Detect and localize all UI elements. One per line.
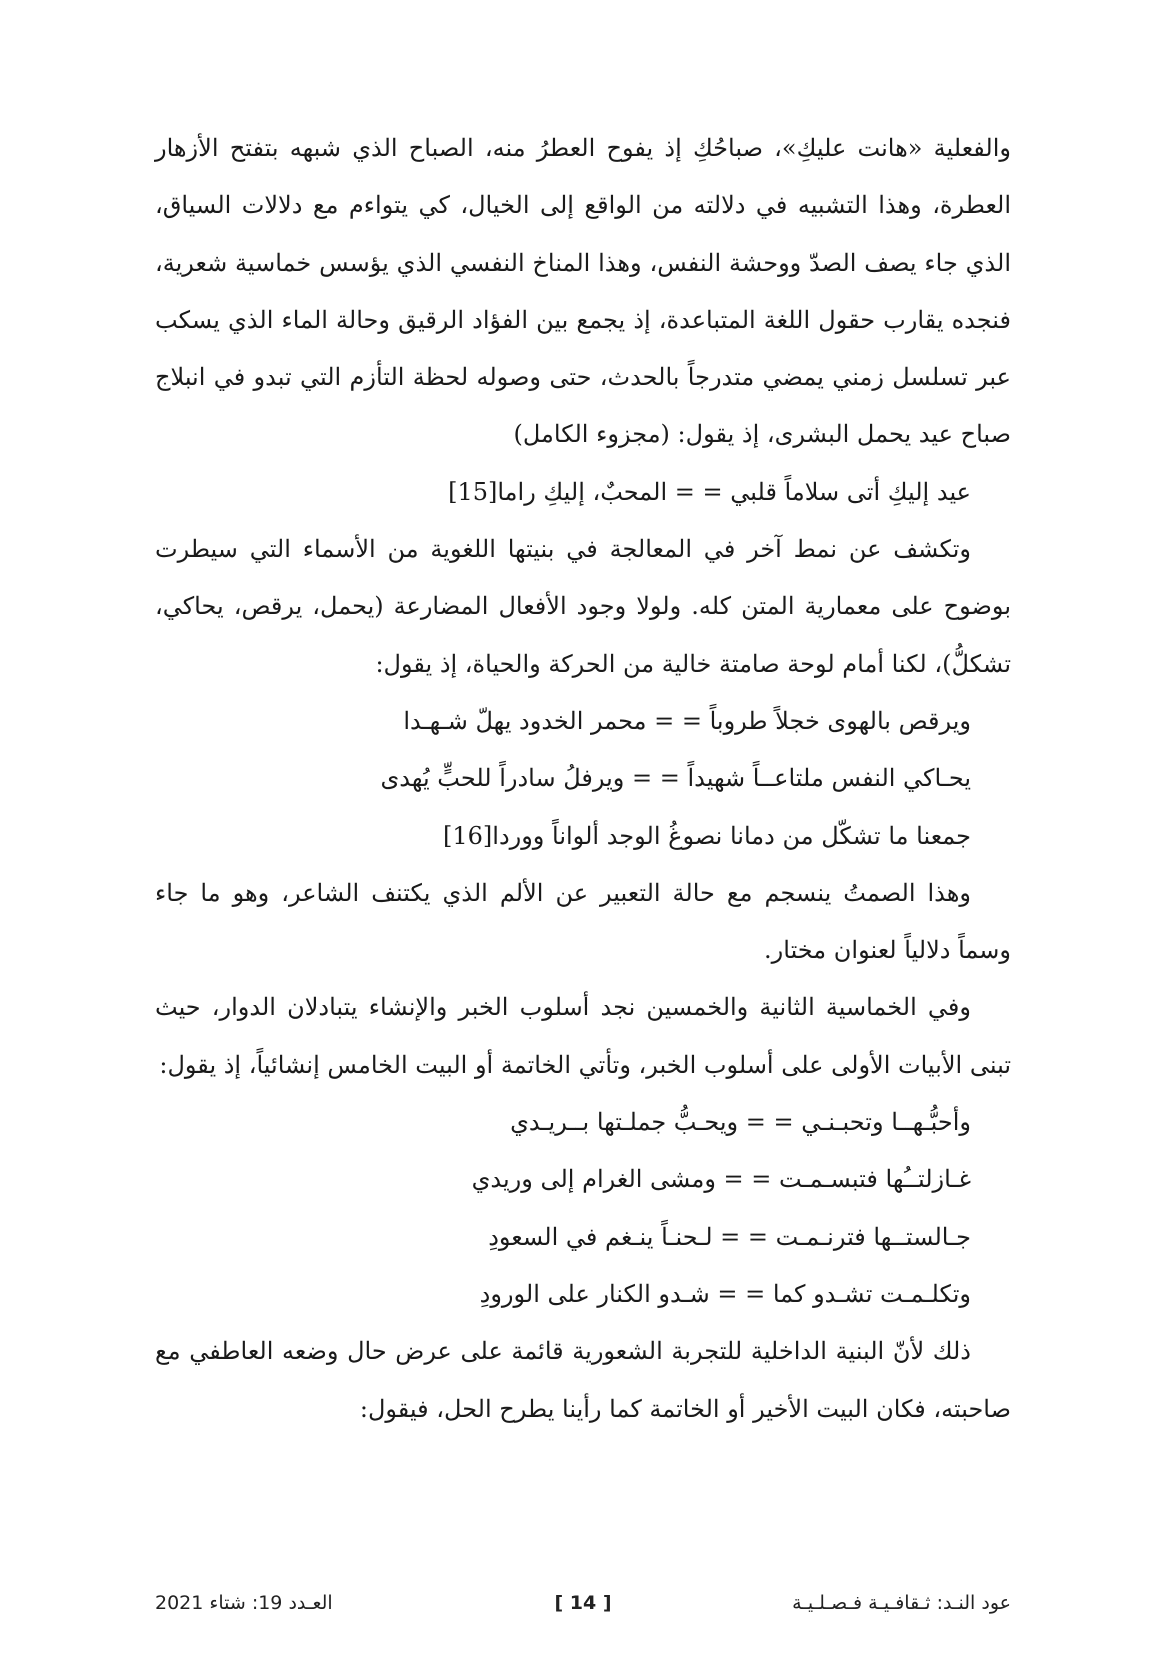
- journal-title: عود النـد: ثـقافـيـة فـصـلـيـة: [792, 1592, 1011, 1614]
- verse-line: ويرقص بالهوى خجلاً طروباً = = محمر الخدود يهلّ شـهـدا: [403, 706, 971, 735]
- page-footer: [155, 1592, 1011, 1628]
- verse-line: يحـاكي النفس ملتاعــاً شهيداً = = ويرفلُ سادراً للحبٍّ يُهدى: [380, 764, 971, 793]
- paragraph: ذلك لأنّ البنية الداخلية للتجربة الشعورية قائمة على عرض حال وضعه العاطفي مع صاحبته، فكان البيت الأخير أو الخاتمة كما رأينا يطرح الحل، فيقول:: [155, 1337, 1011, 1423]
- paragraph: وهذا الصمتُ ينسجم مع حالة التعبير عن الألم الذي يكتنف الشاعر، وهو ما جاء وسماً دلالياً لعنوان مختار.: [155, 878, 1011, 965]
- verse-line: وأحبُّـهــا وتحبـنـي = = ويحـبُّ جملـتها بــريـدي: [510, 1108, 971, 1137]
- verse-line: غـازلتــُها فتبسـمـت = = ومشى الغرام إلى وريدي: [471, 1165, 971, 1194]
- page-number: [ 14 ]: [554, 1592, 612, 1614]
- verse-line: جمعنا ما تشكّل من دمانا نصوغُ الوجد ألواناً ووردا[16]: [442, 821, 971, 850]
- body-text: [155, 120, 1011, 1438]
- verse-line: عيد إليكِ أتى سلاماً قلبي = = المحبٌ، إليكِ راما[15]: [448, 477, 971, 506]
- paragraph: وتكشف عن نمط آخر في المعالجة في بنيتها اللغوية من الأسماء التي سيطرت بوضوح على معمارية المتن كله. ولولا وجود الأفعال المضارعة (يحمل، يرقص، يحاكي، تشكلُّ)، لكنا أمام لوحة صامتة خالية من الحركة والحياة، إذ يقول:: [155, 535, 1011, 678]
- paragraph: والفعلية «هانت عليكِ»، صباحُكِ إذ يفوح العطرُ منه، الصباح الذي شبهه بتفتح الأزهار العطرة، وهذا التشبيه في دلالته من الواقع إلى الخيال، كي يتواءم مع دلالات السياق، الذي جاء يصف الصدّ ووحشة النفس، وهذا المناخ النفسي الذي يؤسس خماسية شعرية، فنجده يقارب حقول اللغة المتباعدة، إذ يجمع بين الفؤاد الرقيق وحالة الماء الذي يسكب عبر تسلسل زمني يمضي متدرجاً بالحدث، حتى وصوله لحظة التأزم التي تبدو في انبلاج صباح عيد يحمل البشرى، إذ يقول: (مجزوء الكامل): [155, 134, 1011, 449]
- issue-label: العـدد 19: شتاء 2021: [155, 1592, 333, 1614]
- verse-line: وتكلـمـت تشـدو كما = = شـدو الكنار على الورودِ: [479, 1279, 971, 1308]
- paragraph: وفي الخماسية الثانية والخمسين نجد أسلوب الخبر والإنشاء يتبادلان الدوار، حيث تبنى الأبيات الأولى على أسلوب الخبر، وتأتي الخاتمة أو البيت الخامس إنشائياً، إذ يقول:: [155, 993, 1011, 1079]
- verse-line: جـالستــها فترنـمـت = = لـحنـاً ينـغم في السعودِ: [488, 1222, 971, 1251]
